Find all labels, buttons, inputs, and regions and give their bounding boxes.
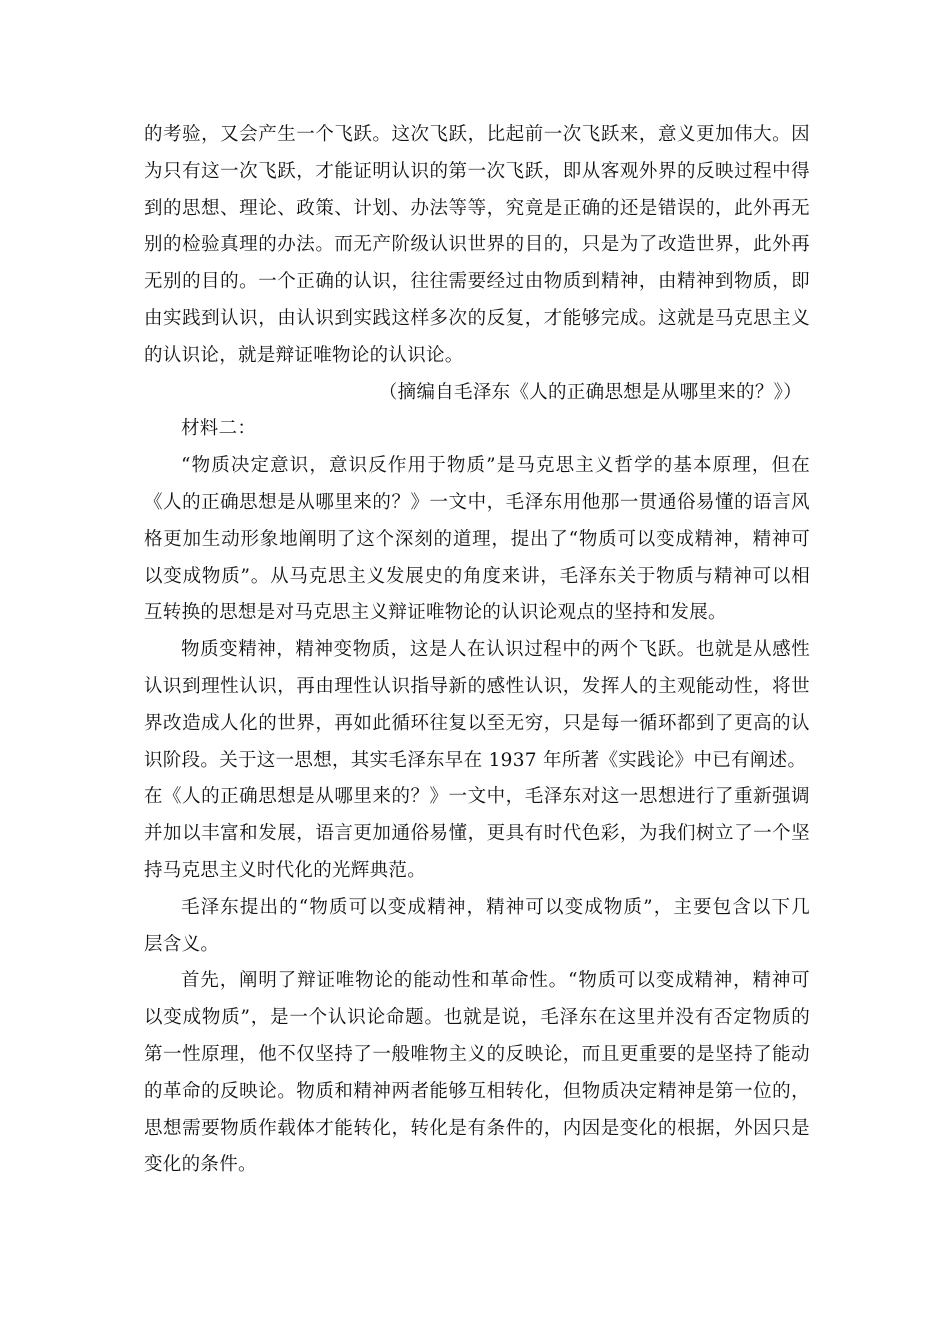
- text-line: 思想需要物质作载体才能转化，转化是有条件的，内因是变化的根据，外因只是: [144, 1117, 810, 1139]
- source-citation: （摘编自毛泽东《人的正确思想是从哪里来的？》）: [378, 381, 802, 403]
- text-line: 互转换的思想是对马克思主义辩证唯物论的认识论观点的坚持和发展。: [144, 602, 727, 624]
- text-line: 的认识论，就是辩证唯物论的认识论。: [144, 344, 464, 366]
- text-line: 格更加生动形象地阐明了这个深刻的道理，提出了“物质可以变成精神，精神可: [144, 528, 810, 550]
- text-line: 由实践到认识，由认识到实践这样多次的反复，才能够完成。这就是马克思主义: [144, 307, 810, 329]
- text-line: 持马克思主义时代化的光辉典范。: [144, 859, 427, 881]
- text-line: 并加以丰富和发展，语言更加通俗易懂，更具有时代色彩，为我们树立了一个坚: [144, 823, 810, 845]
- text-line: 变化的条件。: [144, 1154, 257, 1176]
- text-line: 无别的目的。一个正确的认识，往往需要经过由物质到精神，由精神到物质，即: [144, 271, 810, 293]
- text-line: 第一性原理，他不仅坚持了一般唯物主义的反映论，而且更重要的是坚持了能动: [144, 1043, 810, 1065]
- text-line: 在《人的正确思想是从哪里来的？》一文中，毛泽东对这一思想进行了重新强调: [144, 786, 810, 808]
- text-line: “物质决定意识，意识反作用于物质”是马克思主义哲学的基本原理，但在: [181, 455, 810, 477]
- text-line: 物质变精神，精神变物质，这是人在认识过程中的两个飞跃。也就是从感性: [181, 639, 810, 661]
- document-body: [144, 117, 810, 1184]
- text-line: 认识到理性认识，再由理性认识指导新的感性认识，发挥人的主观能动性，将世: [144, 675, 810, 697]
- section-heading: 材料二：: [181, 418, 257, 440]
- text-line: 的考验，又会产生一个飞跃。这次飞跃，比起前一次飞跃来，意义更加伟大。因: [144, 124, 810, 145]
- text-line: 《人的正确思想是从哪里来的？》一文中，毛泽东用他那一贯通俗易懂的语言风: [144, 491, 810, 513]
- text-line: 为只有这一次飞跃，才能证明认识的第一次飞跃，即从客观外界的反映过程中得: [144, 160, 810, 182]
- text-line: 到的思想、理论、政策、计划、办法等等，究竟是正确的还是错误的，此外再无: [144, 197, 810, 219]
- text-line: 以变成物质”，是一个认识论命题。也就是说，毛泽东在这里并没有否定物质的: [144, 1007, 810, 1029]
- text-line: 的革命的反映论。物质和精神两者能够互相转化，但物质决定精神是第一位的，: [144, 1080, 810, 1102]
- text-line: 识阶段。关于这一思想，其实毛泽东早在 1937 年所著《实践论》中已有阐述。: [144, 749, 807, 771]
- text-line: 首先，阐明了辩证唯物论的能动性和革命性。“物质可以变成精神，精神可: [181, 970, 810, 992]
- text-line: 别的检验真理的办法。而无产阶级认识世界的目的，只是为了改造世界，此外再: [144, 234, 810, 256]
- text-line: 界改造成人化的世界，再如此循环往复以至无穷，只是每一循环都到了更高的认: [144, 712, 810, 734]
- text-line: 层含义。: [144, 933, 220, 955]
- text-line: 以变成物质”。从马克思主义发展史的角度来讲，毛泽东关于物质与精神可以相: [144, 565, 810, 587]
- text-line: 毛泽东提出的“物质可以变成精神，精神可以变成物质”，主要包含以下几: [181, 896, 810, 918]
